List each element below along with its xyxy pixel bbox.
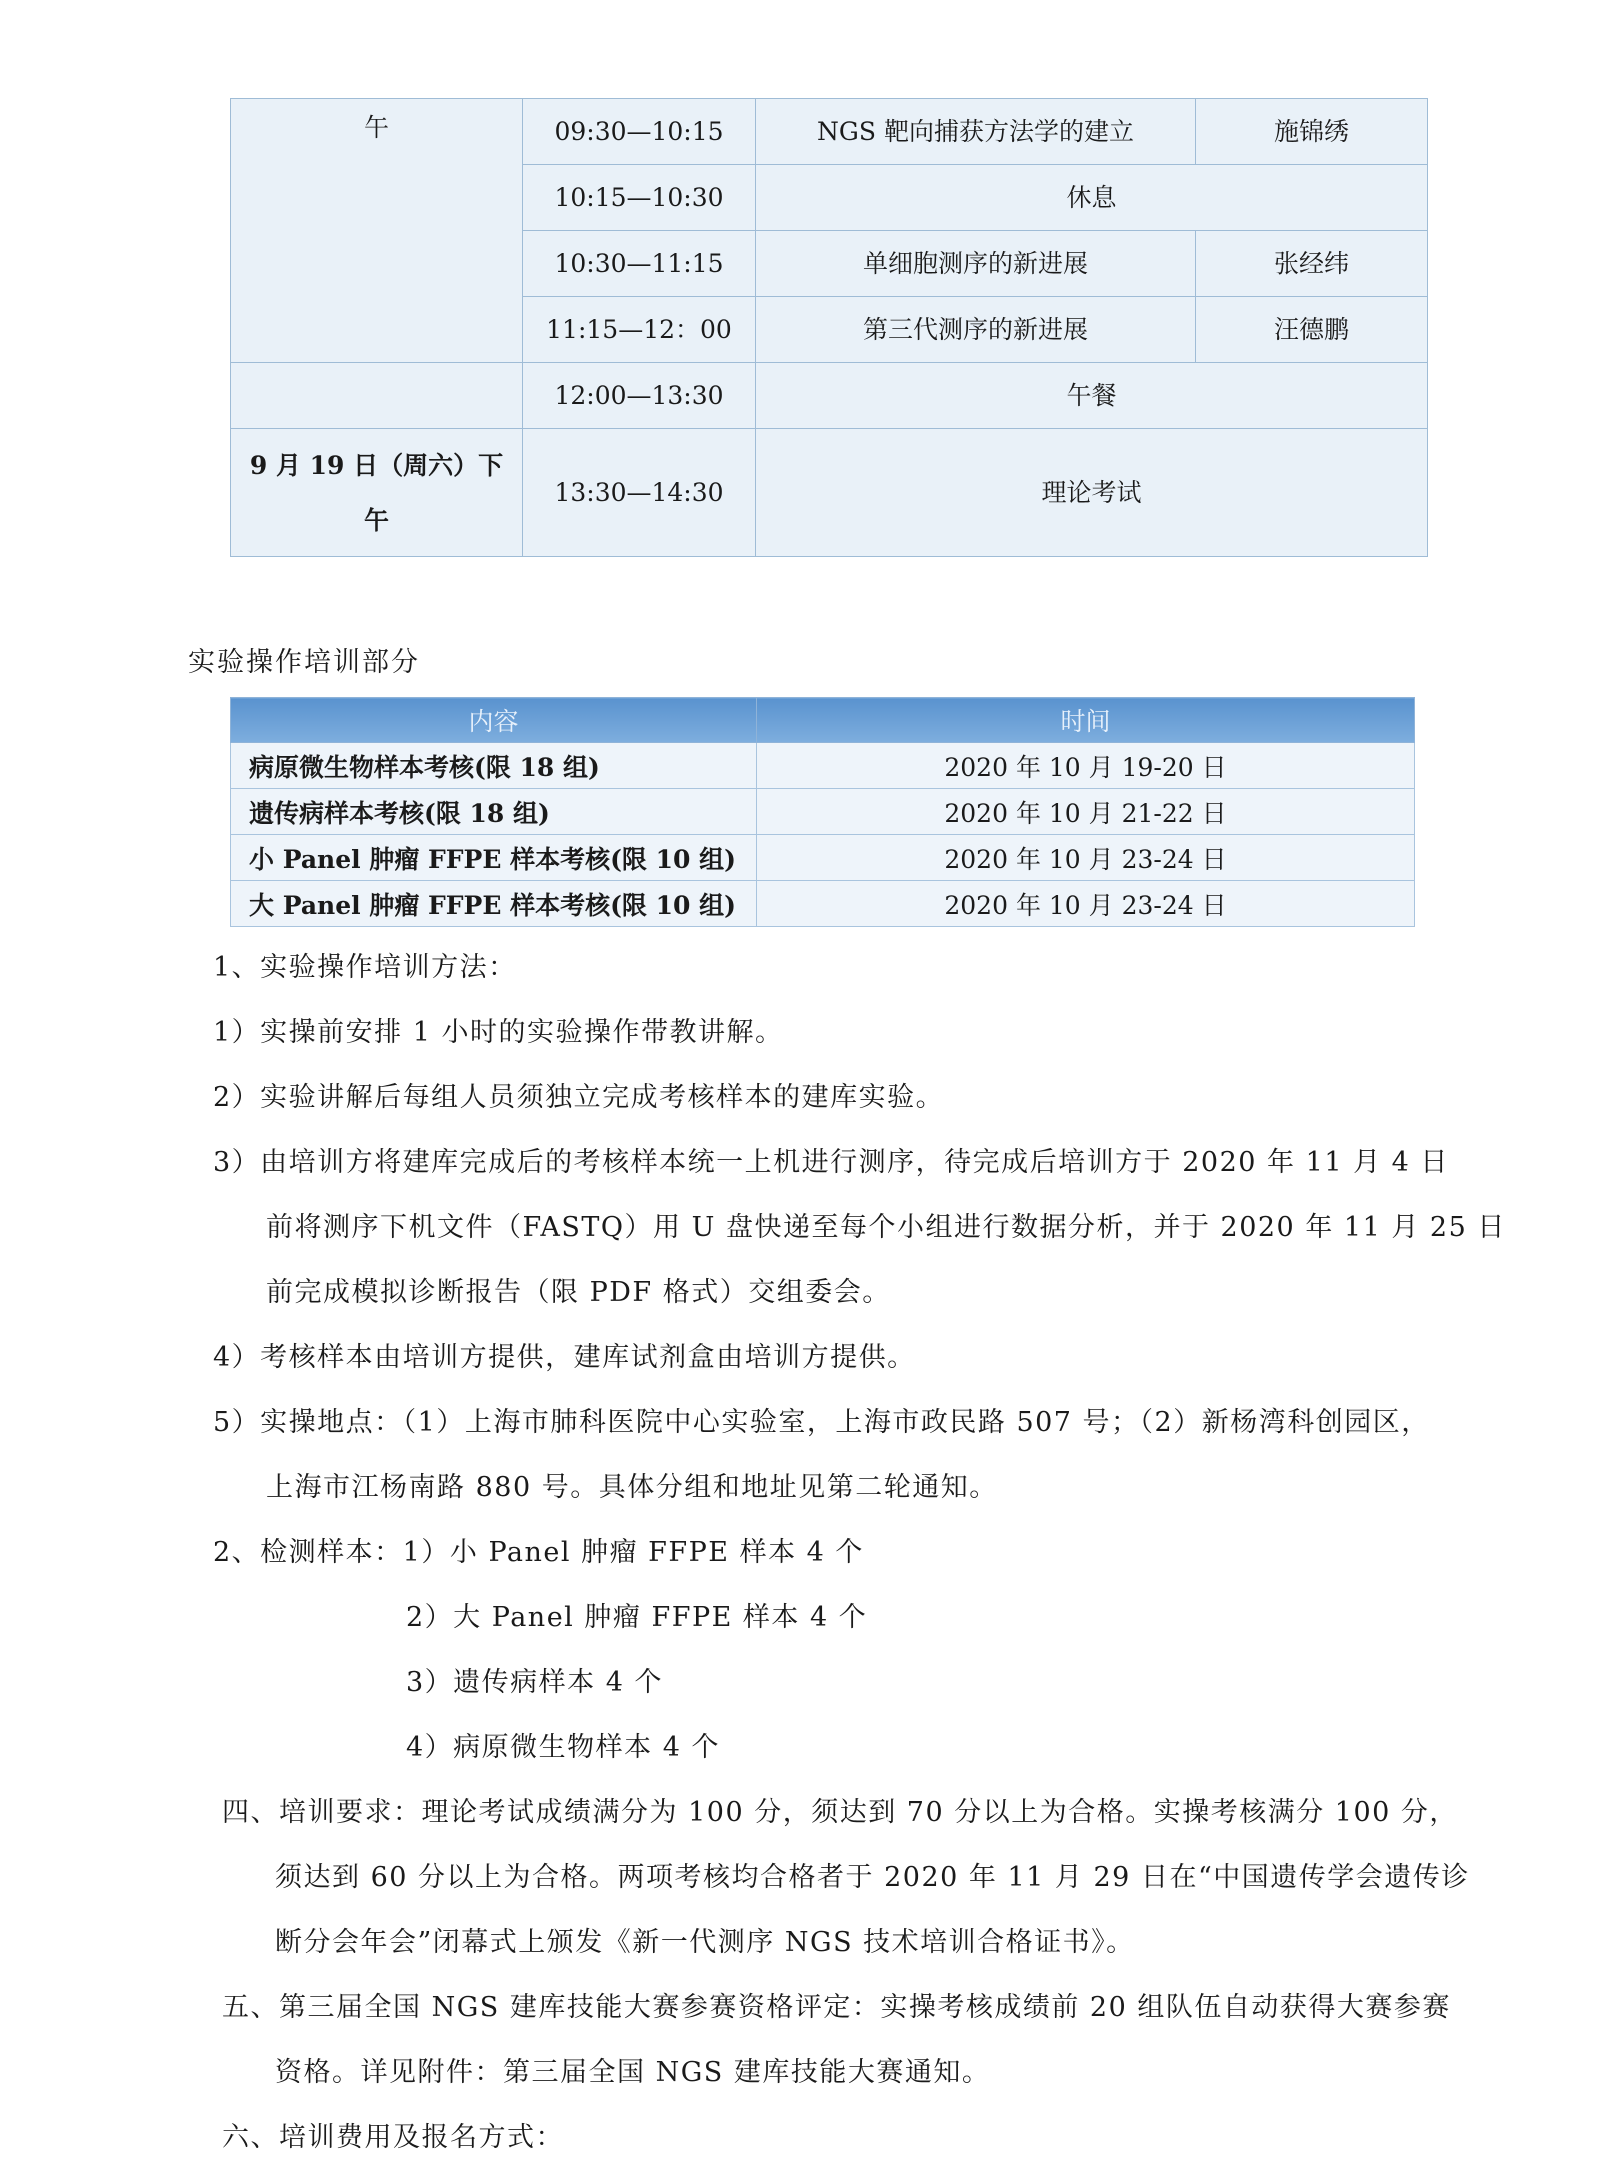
experiment-date: 2020 年 10 月 23-24 日	[757, 881, 1415, 927]
schedule-topic: 休息	[756, 165, 1428, 231]
body-line: 前完成模拟诊断报告（限 PDF 格式）交组委会。	[266, 1277, 891, 1308]
schedule-empty-cell	[231, 363, 523, 429]
schedule-topic: NGS 靶向捕获方法学的建立	[756, 99, 1196, 165]
schedule-row	[231, 363, 1428, 429]
body-line: 2）实验讲解后每组人员须独立完成考核样本的建库实验。	[213, 1082, 945, 1113]
experiment-row	[231, 743, 1415, 789]
body-line: 2、检测样本：1）小 Panel 肿瘤 FFPE 样本 4 个	[213, 1537, 864, 1568]
body-line: 4）考核样本由培训方提供，建库试剂盒由培训方提供。	[213, 1342, 916, 1373]
schedule-row	[231, 429, 1428, 557]
schedule-day-cell	[231, 429, 523, 557]
experiment-row	[231, 835, 1415, 881]
body-line: 四、培训要求：理论考试成绩满分为 100 分，须达到 70 分以上为合格。实操考核满分 100 分，	[222, 1797, 1458, 1828]
experiment-name: 小 Panel 肿瘤 FFPE 样本考核(限 10 组)	[231, 835, 757, 881]
experiment-row	[231, 789, 1415, 835]
schedule-time: 11:15—12：00	[523, 297, 756, 363]
schedule-time: 09:30—10:15	[523, 99, 756, 165]
schedule-time: 13:30—14:30	[523, 429, 756, 557]
schedule-speaker: 施锦绣	[1196, 99, 1428, 165]
experiment-name: 遗传病样本考核(限 18 组)	[231, 789, 757, 835]
body-line: 1、实验操作培训方法：	[213, 952, 517, 983]
schedule-table	[230, 98, 1428, 557]
schedule-time: 10:30—11:15	[523, 231, 756, 297]
schedule-speaker: 汪德鹏	[1196, 297, 1428, 363]
schedule-topic: 第三代测序的新进展	[756, 297, 1196, 363]
schedule-day-label: 9 月 19 日（周六）下	[249, 450, 504, 480]
body-line: 上海市江杨南路 880 号。具体分组和地址见第二轮通知。	[266, 1472, 998, 1503]
body-line: 3）遗传病样本 4 个	[406, 1667, 664, 1698]
schedule-topic: 理论考试	[756, 429, 1428, 557]
body-line: 须达到 60 分以上为合格。两项考核均合格者于 2020 年 11 月 29 日在“中国遗传学会遗传诊	[275, 1862, 1470, 1893]
experiment-section-title: 实验操作培训部分	[188, 647, 420, 678]
schedule-speaker: 张经纬	[1196, 231, 1428, 297]
schedule-topic: 单细胞测序的新进展	[756, 231, 1196, 297]
schedule-topic: 午餐	[756, 363, 1428, 429]
body-line: 1）实操前安排 1 小时的实验操作带教讲解。	[213, 1017, 784, 1048]
schedule-row	[231, 99, 1428, 165]
experiment-name: 病原微生物样本考核(限 18 组)	[231, 743, 757, 789]
experiment-row	[231, 881, 1415, 927]
experiment-table	[230, 697, 1415, 927]
body-line: 五、第三届全国 NGS 建库技能大赛参赛资格评定：实操考核成绩前 20 组队伍自动获得大赛参赛	[222, 1992, 1451, 2023]
experiment-date: 2020 年 10 月 19-20 日	[757, 743, 1415, 789]
schedule-day-label-cont: 午	[363, 505, 389, 535]
body-line: 六、培训费用及报名方式：	[222, 2122, 564, 2153]
body-line: 5）实操地点：（1）上海市肺科医院中心实验室，上海市政民路 507 号；（2）新杨湾科创园区，	[213, 1407, 1430, 1438]
body-line: 2）大 Panel 肿瘤 FFPE 样本 4 个	[406, 1602, 868, 1633]
body-line: 4）病原微生物样本 4 个	[406, 1732, 721, 1763]
body-line: 前将测序下机文件（FASTQ）用 U 盘快递至每个小组进行数据分析，并于 2020 年 11 月 25 日	[266, 1212, 1506, 1243]
body-line: 断分会年会”闭幕式上颁发《新一代测序 NGS 技术培训合格证书》。	[275, 1927, 1135, 1958]
body-line: 3）由培训方将建库完成后的考核样本统一上机进行测序，待完成后培训方于 2020 年 11 月 4 日	[213, 1147, 1449, 1178]
schedule-time: 10:15—10:30	[523, 165, 756, 231]
experiment-name: 大 Panel 肿瘤 FFPE 样本考核(限 10 组)	[231, 881, 757, 927]
header-content: 内容	[231, 698, 757, 743]
body-line: 资格。详见附件：第三届全国 NGS 建库技能大赛通知。	[275, 2057, 991, 2088]
experiment-date: 2020 年 10 月 21-22 日	[757, 789, 1415, 835]
schedule-time: 12:00—13:30	[523, 363, 756, 429]
experiment-date: 2020 年 10 月 23-24 日	[757, 835, 1415, 881]
header-time: 时间	[757, 698, 1415, 743]
schedule-period-label: 午	[363, 113, 389, 142]
schedule-period-cell	[231, 99, 523, 363]
experiment-header-row	[231, 698, 1415, 743]
